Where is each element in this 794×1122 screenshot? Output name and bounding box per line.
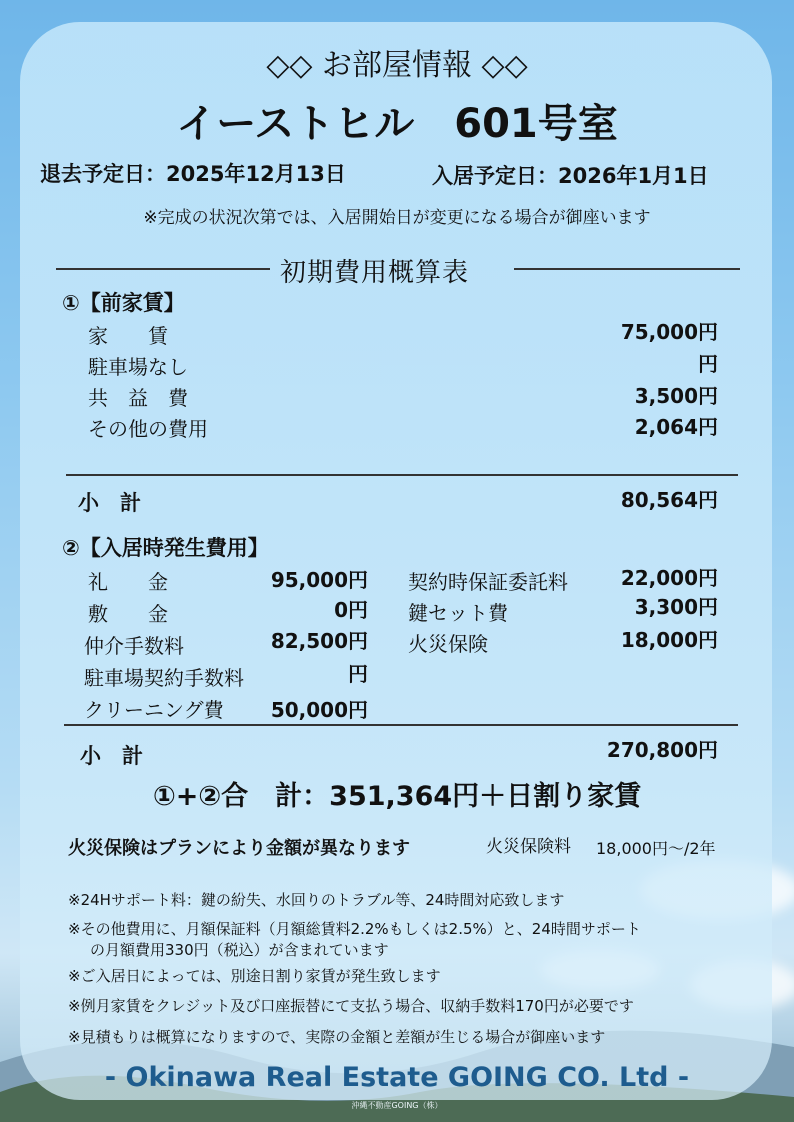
fire-insurance-label: 火災保険 xyxy=(408,632,488,656)
company-logo-text: 沖縄不動産GOING（株） xyxy=(351,1101,443,1110)
section2-subtotal-amount: 270,800円 xyxy=(606,738,718,762)
note-payment: ※例月家賃をクレジット及び口座振替にて支払う場合、収納手数料170円が必要です xyxy=(68,997,634,1015)
completion-notice: ※完成の状況次第では、入居開始日が変更になる場合が御座います xyxy=(143,208,651,228)
note-daily-rent: ※ご入居日によっては、別途日割り家賃が発生致します xyxy=(68,967,441,985)
section2-heading: ②【入居時発生費用】 xyxy=(62,536,269,560)
movein-date: 入居予定日：2026年1月1日 xyxy=(432,164,709,188)
title-rule-left xyxy=(56,268,270,270)
fire-insurance-amount: 18,000円 xyxy=(620,628,718,652)
brokerage-label: 仲介手数料 xyxy=(84,634,184,658)
insurance-note: 火災保険はプランにより金額が異なります xyxy=(68,838,410,859)
key-money-label: 礼 金 xyxy=(88,570,168,594)
moveout-date: 退去予定日：2025年12月13日 xyxy=(40,162,346,186)
parking-amount: 円 xyxy=(698,352,718,376)
key-money-amount: 95,000円 xyxy=(270,568,368,592)
other-fee-amount: 2,064円 xyxy=(634,415,718,439)
property-name: イーストヒル 601号室 xyxy=(176,101,618,147)
brokerage-amount: 82,500円 xyxy=(270,629,368,653)
section2-rule xyxy=(64,724,738,726)
section1-subtotal-label: 小 計 xyxy=(78,491,141,515)
note-estimate: ※見積もりは概算になりますので、実際の金額と差額が生じる場合が御座います xyxy=(68,1028,606,1046)
key-set-label: 鍵セット費 xyxy=(408,601,508,625)
parking-label: 駐車場なし xyxy=(88,355,188,379)
parking-contract-amount: 円 xyxy=(348,662,368,686)
estimate-title: 初期費用概算表 xyxy=(280,258,470,288)
note-other-fees-cont: の月額費用330円（税込）が含まれています xyxy=(90,941,389,959)
page-heading: ◇◇ お部屋情報 ◇◇ xyxy=(266,48,528,83)
section1-subtotal-amount: 80,564円 xyxy=(620,488,718,512)
key-set-amount: 3,300円 xyxy=(634,595,718,619)
section2-subtotal-label: 小 計 xyxy=(80,744,143,768)
insurance-range-label: 火災保険料 xyxy=(486,837,571,857)
common-fee-amount: 3,500円 xyxy=(634,384,718,408)
guarantee-fee-label: 契約時保証委託料 xyxy=(408,570,568,594)
rent-label: 家 賃 xyxy=(88,324,168,348)
grand-total: ①+②合 計：351,364円＋日割り家賃 xyxy=(152,781,642,812)
section1-rule xyxy=(66,474,738,476)
company-name: - Okinawa Real Estate GOING CO. Ltd - xyxy=(104,1062,690,1093)
deposit-label: 敷 金 xyxy=(88,602,168,626)
note-other-fees: ※その他費用に、月額保証料（月額総賃料2.2%もしくは2.5%）と、24時間サポート xyxy=(68,920,641,938)
insurance-range-value: 18,000円～/2年 xyxy=(596,839,716,858)
parking-contract-label: 駐車場契約手数料 xyxy=(84,666,244,690)
deposit-amount: 0円 xyxy=(334,598,368,622)
common-fee-label: 共 益 費 xyxy=(88,386,188,410)
note-support: ※24Hサポート料：鍵の紛失、水回りのトラブル等、24時間対応致します xyxy=(68,891,565,909)
rent-amount: 75,000円 xyxy=(620,320,718,344)
cleaning-amount: 50,000円 xyxy=(270,698,368,722)
guarantee-fee-amount: 22,000円 xyxy=(620,566,718,590)
title-rule-right xyxy=(514,268,740,270)
section1-heading: ①【前家賃】 xyxy=(62,291,185,315)
cleaning-label: クリーニング費 xyxy=(84,698,224,722)
other-fee-label: その他の費用 xyxy=(88,417,208,441)
